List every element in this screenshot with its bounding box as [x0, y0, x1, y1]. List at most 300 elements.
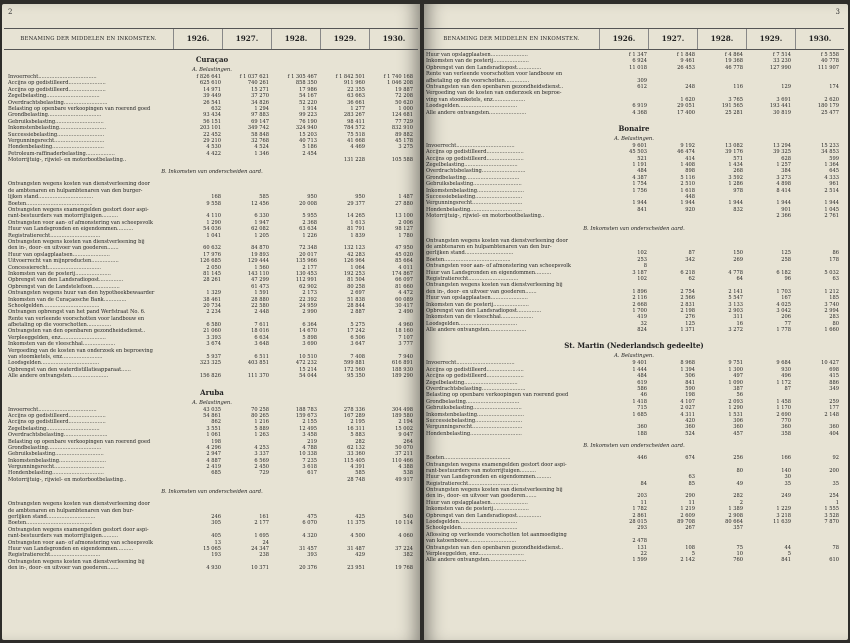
value-cell: 770: [781, 417, 791, 424]
value-cell: 3 740: [824, 301, 839, 308]
value-cell: 41 668: [347, 137, 365, 144]
value-cell: 16: [736, 320, 743, 327]
value-cell: 30: [784, 474, 791, 481]
value-cell: 20 008: [299, 200, 317, 207]
value-cell: 10 427: [821, 360, 839, 367]
value-cell: 886: [829, 379, 839, 386]
row-label: Huur van Landsgronden en eigendommen..........: [426, 474, 552, 481]
value-cell: 76 190: [299, 118, 317, 125]
value-cell: 617: [307, 470, 317, 477]
row-label: Accijns op gedistilleerd.......................: [426, 366, 524, 373]
value-cell: 198: [685, 392, 695, 399]
value-cell: 1 458: [776, 398, 791, 405]
value-cell: 111 907: [817, 64, 839, 71]
value-cell: 305: [211, 520, 221, 527]
value-cell: 1 754: [632, 181, 647, 188]
row-label: Accijns op gedistilleerd.......................: [426, 373, 524, 380]
value-cell: 15 271: [251, 86, 269, 93]
value-cell: 6 506: [350, 334, 365, 341]
value-cell: 7 408: [350, 354, 365, 361]
value-cell: 2 116: [632, 295, 647, 302]
value-cell: 306: [733, 417, 743, 424]
value-cell: 628: [781, 155, 791, 162]
row-label: Huur van opslagplaatsen.......................: [426, 499, 528, 506]
row-label: Ontvangsten wegens kosten van dienstverleening bij: [8, 238, 145, 245]
value-cell: 784 572: [343, 125, 365, 132]
value-cell: 62 132: [347, 444, 365, 451]
value-cell: 10: [736, 551, 743, 557]
row-label: Ontvangsten wegens kosten van dienstverleening bij: [8, 558, 145, 565]
value-cell: 6 919: [632, 103, 647, 110]
value-cell: 89 882: [395, 131, 413, 138]
row-label: Accijns op gedistilleerd.......................: [426, 149, 524, 156]
value-cell: 5: [787, 551, 791, 557]
value-cell: 1 226: [302, 232, 317, 239]
value-cell: 44: [784, 544, 791, 551]
value-cell: 2 366: [776, 213, 791, 220]
value-cell: 17 986: [299, 86, 317, 93]
value-cell: 80: [736, 467, 743, 474]
value-cell: 6 511: [254, 354, 269, 361]
value-cell: 283 267: [343, 112, 365, 119]
row-label: Inkomsten van de posterij......................: [8, 270, 111, 277]
value-cell: 2 861: [632, 512, 647, 519]
value-cell: 674: [685, 455, 695, 462]
row-label: Hondenbelasting................................: [8, 144, 104, 151]
value-cell: 4 110: [206, 213, 221, 220]
value-cell: 12 456: [251, 200, 269, 207]
value-cell: 29 210: [203, 137, 221, 144]
value-cell: 31 457: [299, 546, 317, 552]
value-cell: 29 051: [677, 103, 695, 110]
row-label: Gebruiksbelasting..............................: [8, 118, 104, 125]
value-cell: 72 208: [395, 93, 413, 100]
row-label: Ontvangsten wegens huur van den hypotheekbewaarder: [8, 290, 155, 297]
value-cell: 2 514: [824, 187, 839, 194]
value-cell: 63: [688, 474, 695, 481]
value-cell: 2 419: [206, 464, 221, 471]
value-cell: 143 110: [247, 270, 269, 277]
value-cell: 1 046 208: [387, 80, 413, 87]
value-cell: 1 216: [254, 419, 269, 426]
value-cell: 3 393: [206, 334, 221, 341]
value-cell: 309: [637, 77, 647, 84]
value-cell: 521: [637, 155, 647, 162]
value-cell: 841: [685, 379, 695, 386]
row-label: Loodsgelden....................................: [426, 320, 518, 327]
value-cell: 950: [307, 194, 317, 201]
value-cell: 102: [637, 275, 647, 282]
row-label: Accijns op gedistilleerd.......................: [8, 86, 106, 93]
value-cell: 180 179: [817, 103, 839, 110]
value-cell: 63 634: [299, 226, 317, 233]
value-cell: 360: [685, 424, 695, 431]
value-cell: 4 060: [398, 533, 413, 540]
value-cell: 60 089: [395, 296, 413, 303]
value-cell: 497: [733, 373, 743, 380]
value-cell: 63 663: [347, 93, 365, 100]
value-cell: 2 566: [680, 295, 695, 302]
row-label: de ambtenaren en hulpambtenaren van den bur-: [426, 243, 552, 250]
value-cell: 188: [637, 430, 647, 437]
value-cell: 45 020: [395, 251, 413, 258]
value-cell: 282: [355, 438, 365, 445]
value-cell: 1 290: [728, 405, 743, 412]
value-cell: 632: [211, 105, 221, 112]
value-cell: 1 560: [254, 264, 269, 271]
value-cell: 6 580: [206, 322, 221, 329]
value-cell: 1 782: [632, 506, 647, 513]
value-cell: 2 195: [350, 419, 365, 426]
value-cell: 111 370: [247, 373, 269, 380]
year-1930: 1930.: [795, 29, 844, 49]
value-cell: 1 394: [680, 366, 695, 373]
row-label: Ontvangsten voor aan- of afmonstering van scheepsvolk: [8, 539, 153, 546]
value-cell: 9 684: [776, 360, 791, 367]
table-row: [8, 373, 416, 379]
value-cell: 24 347: [251, 546, 269, 552]
value-cell: 81 791: [347, 226, 365, 233]
value-cell: 5 032: [824, 269, 839, 276]
value-cell: 2 454: [302, 150, 317, 157]
value-cell: 9 461: [680, 58, 695, 65]
row-label: Ontvangsten van den openbaren gezondheidsdienst..: [426, 83, 564, 90]
row-label: de ambtenaren en hulpambtenaren van den bur-: [8, 507, 134, 514]
value-cell: 950: [355, 194, 365, 201]
row-label: Inkomsten van de vleeschhal....................: [8, 341, 116, 348]
row-label: rant-bestuurders van motorrijtuigen..........: [426, 467, 537, 474]
value-cell: 38 461: [203, 296, 221, 303]
row-label: Inkomstenbelasting.............................: [426, 187, 524, 194]
value-cell: 2: [739, 499, 743, 506]
value-cell: 9 558: [206, 200, 221, 207]
row-label: Inkomsten van de vleeschhal....................: [426, 314, 534, 321]
value-cell: 98 127: [395, 226, 413, 233]
value-cell: 1 914: [302, 105, 317, 112]
value-cell: 39 325: [773, 149, 791, 156]
row-label: Rente van verleende voorschotten voor landbouw en: [426, 71, 563, 78]
value-cell: 125: [685, 320, 695, 327]
subsection-title: B. Inkomsten van onderscheiden aard.: [583, 443, 685, 450]
value-cell: 98 411: [347, 118, 365, 125]
row-label: Boeten.........................................: [8, 200, 93, 207]
value-cell: 37 211: [395, 451, 413, 458]
value-cell: 14 670: [299, 328, 317, 335]
value-cell: 22: [640, 551, 647, 557]
value-cell: 1 290: [206, 219, 221, 226]
value-cell: 1 756: [632, 187, 647, 194]
value-cell: 11: [688, 499, 695, 506]
value-cell: 1 212: [824, 288, 839, 295]
value-cell: 2 141: [728, 288, 743, 295]
value-cell: 166: [781, 455, 791, 462]
value-cell: 4 524: [254, 144, 269, 151]
value-cell: 506: [685, 373, 695, 380]
spacer: [426, 333, 842, 338]
value-cell: 5 955: [302, 213, 317, 220]
value-cell: 77 729: [395, 118, 413, 125]
value-cell: 524: [685, 430, 695, 437]
value-cell: 2 148: [824, 411, 839, 418]
value-cell: 39 449: [203, 93, 221, 100]
value-cell: 2 947: [206, 451, 221, 458]
value-cell: 1 685: [632, 411, 647, 418]
value-cell: 2 908: [728, 512, 743, 519]
value-cell: 8: [643, 263, 647, 270]
value-cell: 1 531: [728, 411, 743, 418]
right-page: [424, 4, 848, 640]
value-cell: 16 311: [347, 425, 365, 432]
value-cell: 1 364: [824, 162, 839, 169]
value-cell: f 7 514: [772, 52, 791, 58]
value-cell: 4 296: [206, 444, 221, 451]
row-label: Overdrachtsbelasting...........................: [8, 432, 108, 439]
row-label: Alle andere ontvangsten.......................: [8, 373, 109, 380]
value-cell: 249: [781, 493, 791, 500]
value-cell: 10 338: [299, 451, 317, 458]
value-cell: 81 504: [347, 277, 365, 284]
value-cell: 3 528: [824, 512, 839, 519]
row-label: Ontvangsten wegens examengelden gestort door aspi-: [8, 526, 149, 533]
value-cell: 1 294: [254, 105, 269, 112]
value-cell: 161: [259, 514, 269, 521]
value-cell: 22 355: [347, 86, 365, 93]
row-label: Verpleeggelden, enz............................: [8, 334, 106, 341]
row-label: Vergoeding van de kosten van onderzoek en beproe-: [426, 90, 562, 97]
value-cell: 841: [637, 206, 647, 213]
value-cell: 193 441: [769, 103, 791, 110]
row-label: Gebruiksbelasting..............................: [8, 451, 104, 458]
value-cell: 10 371: [251, 565, 269, 572]
value-cell: 290: [685, 493, 695, 500]
value-cell: 35: [784, 480, 791, 487]
value-cell: 1 660: [824, 327, 839, 334]
value-cell: 3 618: [302, 464, 317, 471]
value-cell: 125: [781, 250, 791, 257]
year-1928: 1928.: [271, 29, 320, 49]
table-header-left: [4, 28, 418, 50]
value-cell: 2 668: [632, 301, 647, 308]
value-cell: 5 186: [302, 144, 317, 151]
value-cell: 393: [307, 552, 317, 559]
value-cell: 1 061: [206, 432, 221, 439]
value-cell: 189 580: [391, 412, 413, 419]
value-cell: 19 368: [725, 58, 743, 65]
row-label: Grondbelasting.................................: [426, 398, 520, 405]
value-cell: 612: [637, 83, 647, 90]
value-cell: 23 951: [347, 565, 365, 572]
value-cell: 96: [784, 275, 791, 282]
value-cell: 140: [781, 467, 791, 474]
value-cell: 715: [637, 405, 647, 412]
value-cell: 22 580: [251, 302, 269, 309]
row-label: Registratierecht...............................: [8, 552, 101, 559]
value-cell: 70 258: [251, 406, 269, 413]
value-cell: 5 275: [350, 322, 365, 329]
value-cell: 15 203: [299, 131, 317, 138]
value-cell: 30 819: [773, 109, 791, 116]
value-cell: 901: [781, 206, 791, 213]
value-cell: 1 839: [350, 232, 365, 239]
value-cell: 22 392: [299, 296, 317, 303]
value-cell: f 1 848: [676, 52, 695, 58]
value-cell: 64: [736, 275, 743, 282]
value-cell: 1 896: [632, 288, 647, 295]
row-label: Grondbelasting.................................: [8, 444, 102, 451]
row-label: Motorrijtuig-, rijwiel- en motorbootbelasting..: [8, 157, 127, 164]
row-label: Inkomsten van de posterij......................: [426, 301, 529, 308]
value-cell: 63: [832, 275, 839, 282]
value-cell: 419: [637, 314, 647, 321]
value-cell: 267: [685, 525, 695, 532]
value-cell: 17 242: [347, 328, 365, 335]
subsection-title: B. Inkomsten van onderscheiden aard.: [161, 169, 263, 176]
row-label: Successiebelasting.............................: [8, 131, 105, 138]
value-cell: 2 690: [776, 411, 791, 418]
value-cell: 131: [637, 544, 647, 551]
value-cell: 84: [640, 480, 647, 487]
row-label: Inkomstenbelasting.............................: [8, 457, 106, 464]
row-label: Boeten.........................................: [8, 520, 93, 527]
value-cell: 405: [211, 533, 221, 540]
table-header-right: [424, 28, 844, 50]
row-label: Inkomsten van de posterij......................: [426, 506, 529, 513]
page-number-right: 3: [835, 8, 840, 16]
row-label: Gebruiksbelasting..............................: [426, 405, 522, 412]
spacer: [8, 380, 416, 385]
row-label: Vergunningsrecht...............................: [8, 137, 105, 144]
value-cell: 824: [637, 327, 647, 334]
value-cell: 619: [637, 379, 647, 386]
value-cell: 61 473: [251, 283, 269, 290]
row-label: Opbrengst van den Landsradiopost...............: [426, 307, 542, 314]
value-cell: 110 466: [391, 457, 413, 464]
value-cell: [272, 477, 320, 483]
value-cell: [602, 213, 650, 219]
value-cell: 5 547: [728, 295, 743, 302]
value-cell: 538: [403, 470, 413, 477]
value-cell: 585: [259, 194, 269, 201]
value-cell: 2 510: [680, 181, 695, 188]
value-cell: 45 178: [395, 137, 413, 144]
value-cell: 384: [781, 168, 791, 175]
row-label: Invoerrecht....................................: [426, 142, 515, 149]
value-cell: 28 261: [203, 277, 221, 284]
row-label: Huur van opslagplaatsen.......................: [8, 251, 110, 258]
value-cell: 729: [259, 470, 269, 477]
value-cell: f 5 558: [820, 52, 839, 58]
value-cell: 254: [829, 493, 839, 500]
value-cell: 219: [307, 438, 317, 445]
value-cell: 293: [637, 525, 647, 532]
row-label: Successiebelasting.............................: [426, 194, 523, 201]
value-cell: 740 261: [247, 80, 269, 87]
value-cell: 3 691: [776, 96, 791, 103]
value-cell: 58 848: [251, 131, 269, 138]
value-cell: 87: [784, 386, 791, 393]
value-cell: 9 401: [632, 360, 647, 367]
value-cell: 258: [781, 256, 791, 263]
value-cell: 14 971: [203, 86, 221, 93]
row-label: gerlijken stand..............................: [426, 250, 514, 257]
value-cell: 108: [685, 544, 695, 551]
value-cell: 1 944: [776, 200, 791, 207]
value-cell: 1: [835, 499, 839, 506]
value-cell: 403 851: [247, 360, 269, 367]
value-cell: 360: [829, 424, 839, 431]
value-cell: 135 966: [295, 258, 317, 265]
value-cell: 191 565: [721, 103, 743, 110]
value-cell: 13 294: [773, 142, 791, 149]
value-cell: 131 228: [343, 157, 365, 164]
row-label: Ontvangsten wegens kosten van dienstverleening door: [8, 181, 150, 188]
row-label: Huur van opslagplaatsen.......................: [426, 295, 528, 302]
value-cell: 80 664: [725, 519, 743, 526]
value-cell: [698, 213, 746, 219]
year-1929: 1929.: [320, 29, 369, 49]
row-label: Belasting op openbare verkoopingen van roerend goed: [8, 438, 151, 445]
value-cell: 31 487: [347, 546, 365, 552]
value-cell: 19 768: [395, 565, 413, 572]
subsection-title: A. Belastingen.: [192, 67, 232, 73]
value-cell: 3 272: [728, 327, 743, 334]
row-label: Ontvangsten van den openbaren gezondheidsdienst..: [426, 544, 564, 551]
row-label: Petroleum-raffinaderbelasting..................: [8, 150, 115, 157]
value-cell: 324 940: [295, 125, 317, 132]
value-cell: 2 027: [680, 405, 695, 412]
value-cell: 4 387: [632, 174, 647, 181]
value-cell: 37 224: [395, 546, 413, 552]
value-cell: 46 474: [677, 149, 695, 156]
value-cell: 39 176: [725, 149, 743, 156]
value-cell: 1 263: [254, 432, 269, 439]
value-cell: 11 018: [629, 64, 647, 71]
value-cell: 9 047: [398, 432, 413, 439]
value-cell: 15 233: [821, 142, 839, 149]
value-cell: 13 100: [395, 213, 413, 220]
value-cell: 5 889: [254, 425, 269, 432]
value-cell: 18 160: [395, 328, 413, 335]
value-cell: 115 405: [343, 457, 365, 464]
table-row: [426, 327, 842, 333]
value-cell: 24: [262, 539, 269, 546]
value-cell: 2 478: [632, 538, 647, 545]
left-page: [2, 4, 420, 640]
row-label: Invoerrecht....................................: [426, 360, 515, 367]
value-cell: 360: [781, 424, 791, 431]
value-cell: 15 214: [299, 366, 317, 373]
value-cell: 685: [211, 470, 221, 477]
value-cell: 188 930: [391, 366, 413, 373]
value-cell: 192 253: [343, 270, 365, 277]
row-label: Registratierecht...............................: [426, 275, 519, 282]
value-cell: 28 880: [251, 296, 269, 303]
value-cell: 256: [733, 455, 743, 462]
row-label: den in-, door- en uitvoer van goederen.......: [8, 565, 119, 572]
value-cell: 56: [736, 392, 743, 399]
value-cell: 2 697: [350, 290, 365, 297]
value-cell: 75 518: [347, 131, 365, 138]
value-cell: 6 218: [680, 269, 695, 276]
value-cell: 425: [355, 514, 365, 521]
value-cell: 1 555: [824, 506, 839, 513]
value-cell: 11: [640, 499, 647, 506]
value-cell: 62 082: [251, 226, 269, 233]
value-cell: 1 219: [680, 506, 695, 513]
value-cell: 81 145: [203, 270, 221, 277]
row-label: Accijns op gedistilleerd.......................: [8, 80, 106, 87]
value-cell: 311: [733, 314, 743, 321]
